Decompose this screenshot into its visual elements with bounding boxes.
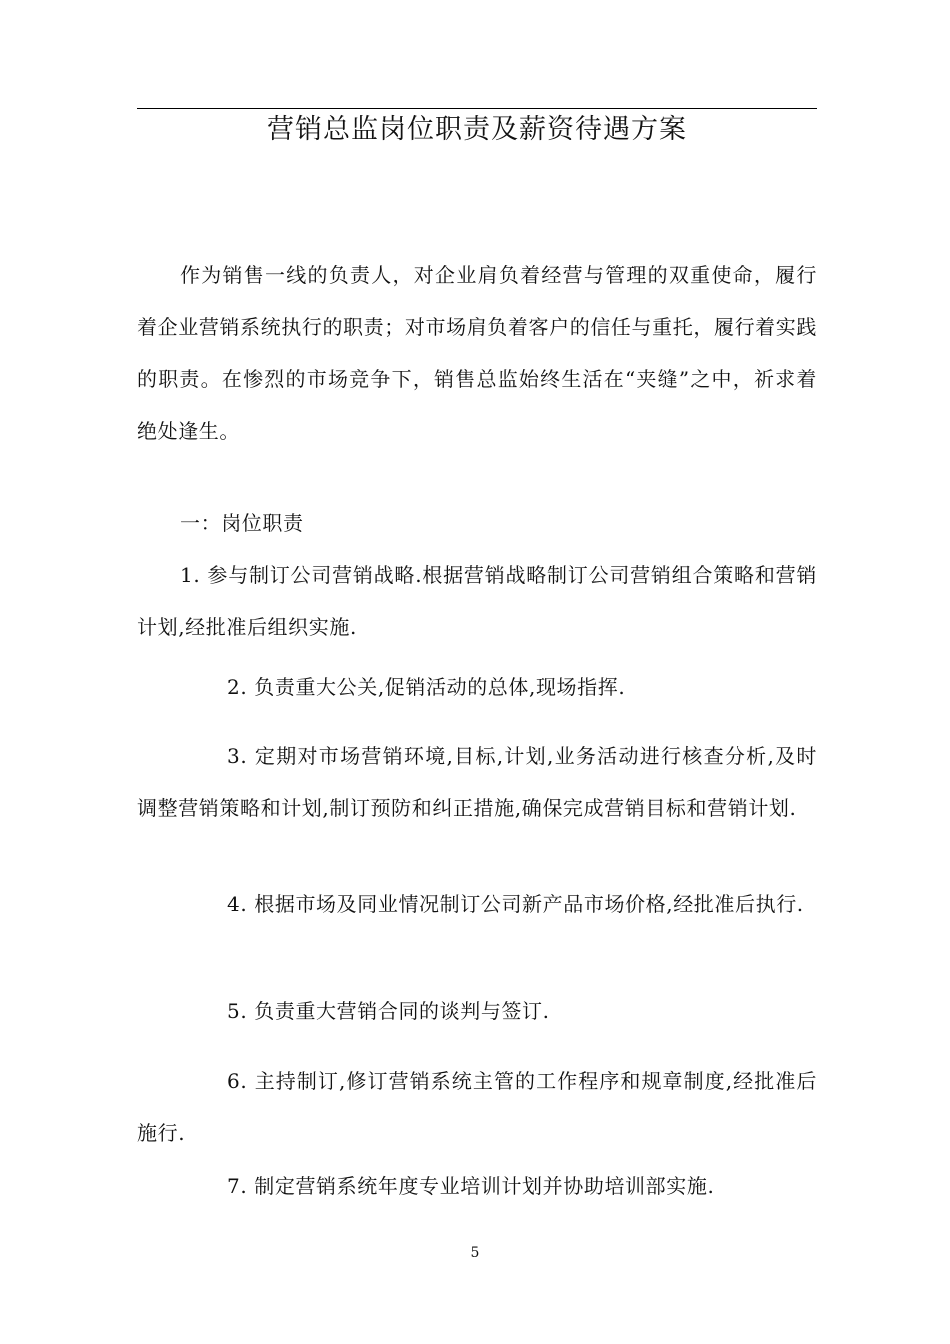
duty-item-6: 6. 主持制订,修订营销系统主管的工作程序和规章制度,经批准后施行.	[137, 1069, 817, 1145]
section-heading: 一：岗位职责	[180, 511, 304, 535]
intro-paragraph: 作为销售一线的负责人，对企业肩负着经营与管理的双重使命，履行着企业营销系统执行的职责；对市场肩负着客户的信任与重托，履行着实践的职责。在惨烈的市场竞争下，销售总监始终生活在“夹缝”之中，祈求着绝处逢生。	[137, 263, 817, 443]
duty-item-3: 3. 定期对市场营销环境,目标,计划,业务活动进行核查分析,及时调整营销策略和计划,制订预防和纠正措施,确保完成营销目标和营销计划.	[137, 744, 817, 820]
duty-item-2: 2. 负责重大公关,促销活动的总体,现场指挥.	[227, 675, 626, 699]
duty-item-7: 7. 制定营销系统年度专业培训计划并协助培训部实施.	[227, 1174, 715, 1198]
duty-item-4: 4. 根据市场及同业情况制订公司新产品市场价格,经批准后执行.	[227, 892, 804, 916]
page-number: 5	[470, 1245, 480, 1261]
duty-item-1: 1. 参与制订公司营销战略.根据营销战略制订公司营销组合策略和营销计划,经批准后组织实施.	[137, 563, 817, 639]
document-title: 营销总监岗位职责及薪资待遇方案	[267, 114, 687, 145]
duty-item-5: 5. 负责重大营销合同的谈判与签订.	[227, 999, 550, 1023]
header-rule	[137, 108, 817, 109]
